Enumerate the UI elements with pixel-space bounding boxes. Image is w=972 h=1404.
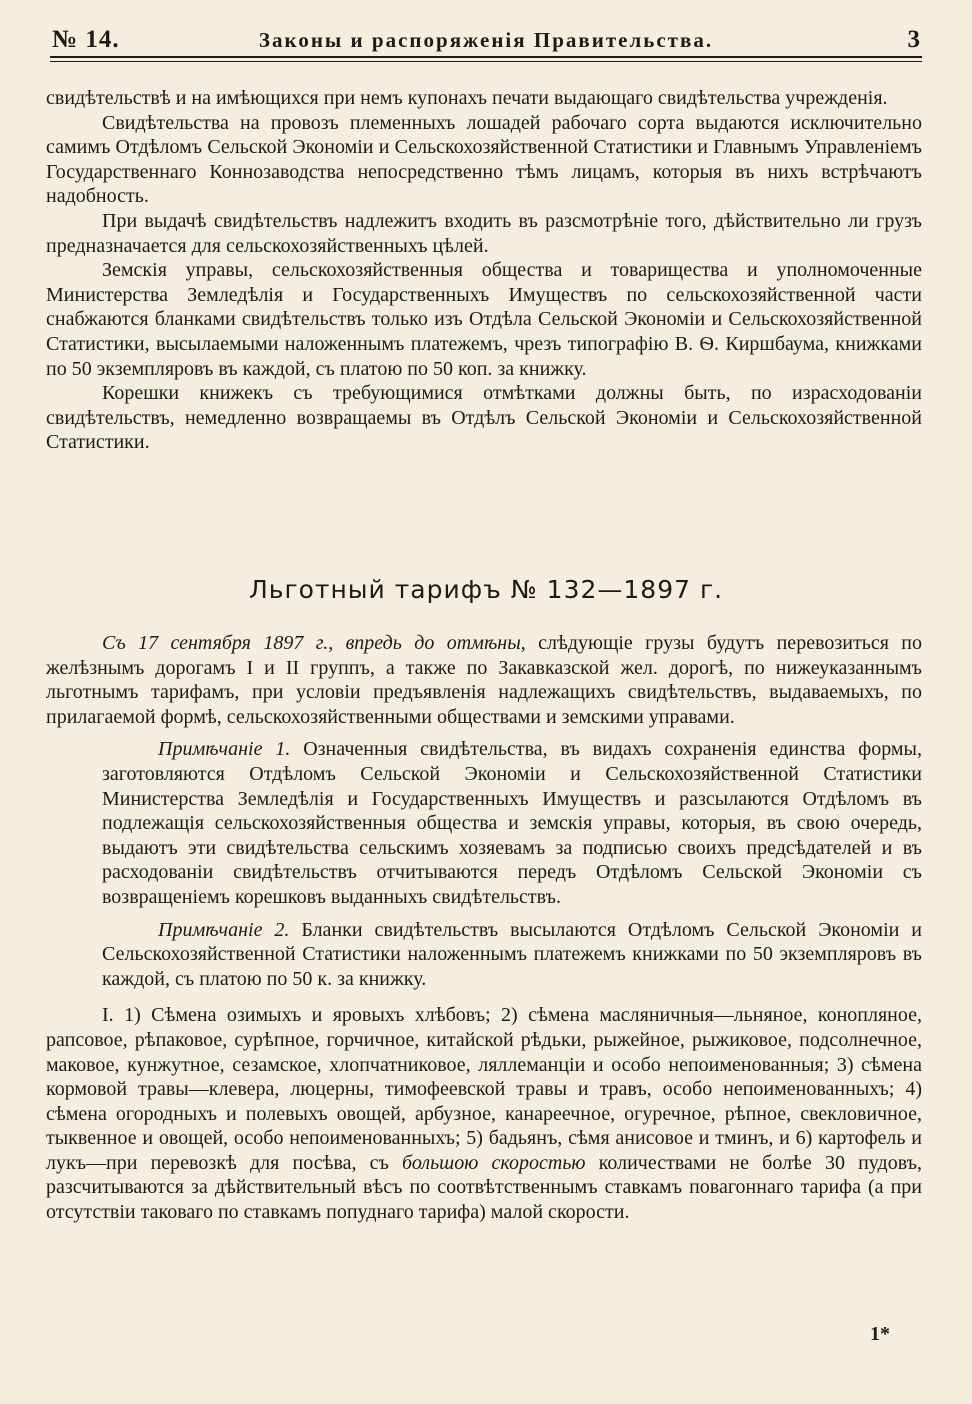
intro-text: слѣдующіе грузы будутъ перевозиться по желѣзнымъ дорогамъ I и II группъ, а также по Закавказской жел. дорогѣ, по нижеуказаннымъ льготнымъ тарифамъ, при условіи предъявленія надлежащихъ свидѣтельствъ, выдаваемыхъ, по прилагаемой формѣ, сельскохозяйственными обществами и земскими управами. (46, 632, 922, 728)
paragraph: Земскія управы, сельскохозяйственныя общества и товарищества и уполномоченные Министерства Земледѣлія и Государственныхъ Имуществъ по сельскохозяйственной части снабжаются бланками свидѣтельствъ только изъ Отдѣла Сельской Экономіи и Сельскохозяйственной Статистики, высылаемыми наложеннымъ платежемъ, чрезъ типографію В. Ѳ. Киршбаума, книжками по 50 экземпляровъ въ каждой, съ платою по 50 коп. за книжку. (46, 259, 922, 380)
note-1 (102, 737, 922, 909)
note-text: Бланки свидѣтельствъ высылаются Отдѣломъ Сельской Экономіи и Сельскохозяйственной Статистики наложеннымъ платежемъ книжками по 50 экземпляровъ въ каждой, съ платою по 50 к. за книжку. (102, 918, 922, 990)
paragraph: Свидѣтельства на провозъ племенныхъ лошадей рабочаго сорта выдаются исключительно самимъ Отдѣломъ Сельской Экономіи и Сельскохозяйственной Статистики и Главнымъ Управленіемъ Государственнаго Коннозаводства непосредственно тѣмъ лицамъ, которыя въ нихъ встрѣчаютъ надобность. (46, 111, 922, 208)
note-text: Означенныя свидѣтельства, въ видахъ сохраненія единства формы, заготовляются Отдѣломъ Сельской Экономіи и Сельскохозяйственной Статистики Министерства Земледѣлія и Государственныхъ Имуществъ и разсылаются Отдѣломъ въ подлежащія сельскохозяйственныя общества и земскія управы, которыя, въ свою очередь, выдаютъ эти свидѣтельства сельскимъ хозяевамъ за подписью своихъ предсѣдателей и въ расходованіи свидѣтельствъ отчитываются передъ Отдѣломъ Сельской Экономіи съ возвращеніемъ корешковъ выданныхъ свидѣтельствъ. (102, 738, 922, 908)
item-1-italic: большою скоростью (402, 1151, 586, 1174)
page-number: 3 (907, 26, 920, 53)
note-2 (102, 918, 922, 992)
paragraph: При выдачѣ свидѣтельствъ надлежитъ входить въ разсмотрѣніе того, дѣйствительно ли грузъ предназначается для сельскохозяйственныхъ цѣлей. (46, 209, 922, 257)
note-label: Примѣчаніе 2. (158, 918, 290, 941)
tariff-text-block (46, 631, 922, 1225)
paragraph-continued: свидѣтельствѣ и на имѣющихся при немъ купонахъ печати выдающаго свидѣтельства учрежденія. (46, 87, 888, 109)
top-text-block (46, 86, 922, 455)
item-1-text-a: I. 1) Сѣмена озимыхъ и яровыхъ хлѣбовъ; 2) сѣмена масляничныя—льняное, конопляное, рапсовое, рѣпаковое, сурѣпное, горчичное, китайской рѣдьки, рыжейное, рыжиковое, подсолнечное, маковое, кунжутное, сезамское, хлопчатниковое, ляллеманціи и особо непоименованныя; 3) сѣмена кормовой травы—клевера, люцерны, тимофеевской травы и травъ, особо непоименованныхъ; 4) сѣмена огородныхъ и полевыхъ овощей, арбузное, канареечное, огуречное, рѣпное, свекловичное, тыквенное и овощей, особо непоименованныхъ; 5) бадьянъ, сѣмя анисовое и тминъ, и 6) картофель и лукъ—при перевозкѣ для посѣва, съ (46, 1004, 922, 1174)
header-rule (50, 56, 922, 58)
signature-mark: 1* (870, 1323, 890, 1345)
item-1-paragraph (46, 1003, 922, 1224)
section-heading: Льготный тарифъ № 132—1897 г. (248, 575, 724, 604)
item-1-text-b: количествами не болѣе 30 пудовъ, разсчитываются за дѣйствительный вѣсъ по соотвѣтственнымъ ставкамъ повагоннаго тарифа (а при отсутствіи таковаго по ставкамъ попуднаго тарифа) малой скорости. (46, 1151, 922, 1224)
header-rule-thin (50, 61, 922, 62)
running-title: Законы и распоряженія Правительства. (258, 28, 714, 52)
paragraph: Корешки книжекъ съ требующимися отмѣтками должны быть, по израсходованіи свидѣтельствъ, немедленно возвращаемы въ Отдѣлъ Сельской Экономіи и Сельскохозяйственной Статистики. (46, 382, 922, 454)
intro-italic-lead: Съ 17 сентября 1897 г., впредь до отмѣны, (102, 632, 526, 654)
intro-paragraph (46, 631, 922, 729)
issue-number: № 14. (52, 26, 120, 53)
note-label: Примѣчаніе 1. (158, 738, 291, 761)
